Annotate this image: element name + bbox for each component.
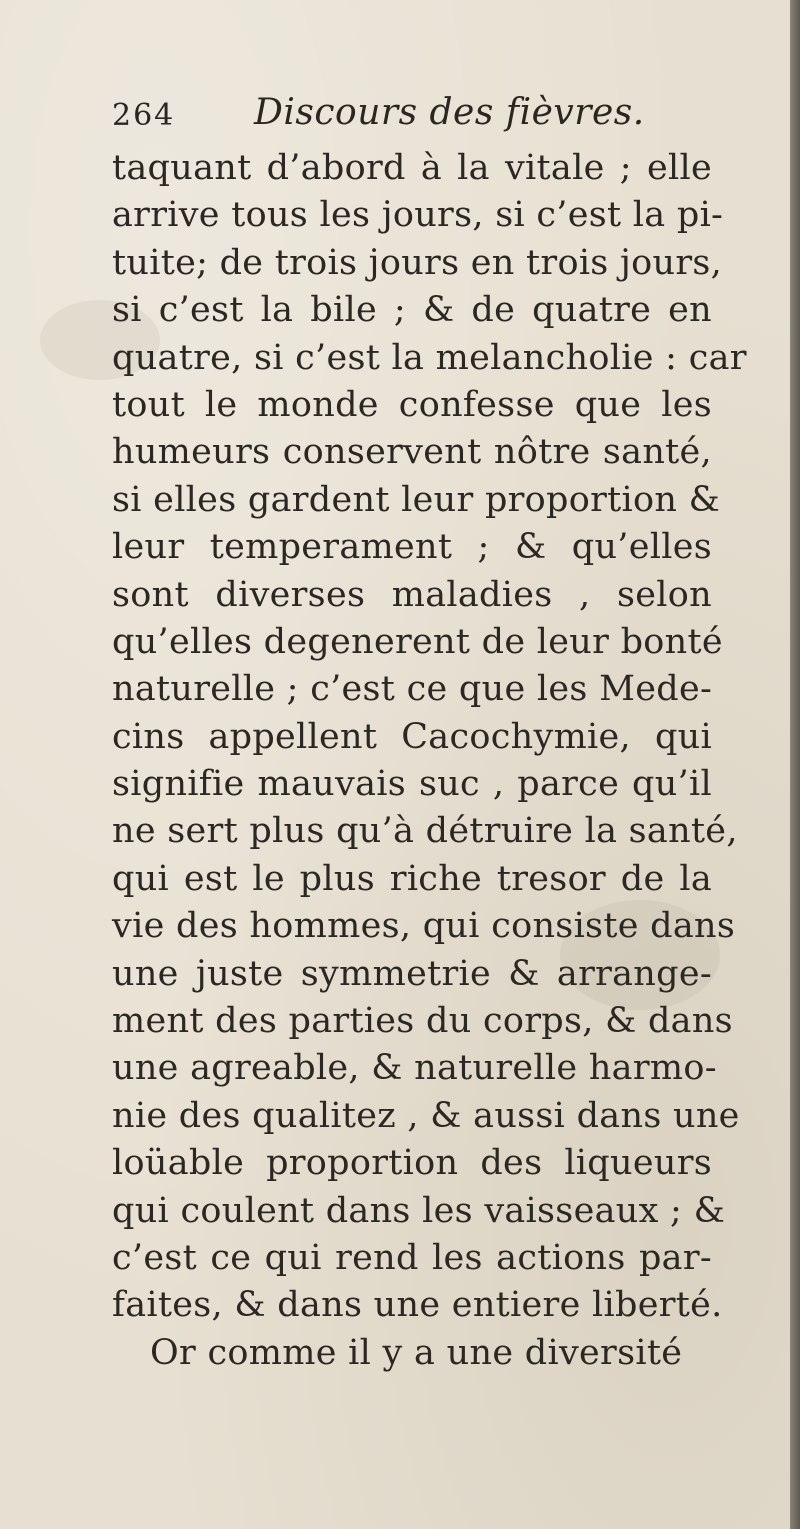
text-line: si elles gardent leur proportion & bbox=[112, 479, 721, 520]
text-line: cins appellent Cacochymie, qui bbox=[112, 716, 712, 757]
text-line: nie des qualitez , & aussi dans une bbox=[112, 1095, 740, 1136]
text-line: arrive tous les jours, si c’est la pi- bbox=[112, 195, 724, 236]
text-line: vie des hommes, qui consiste dans bbox=[112, 906, 736, 947]
text-line: ment des parties du corps, & dans bbox=[112, 1001, 733, 1042]
text-line: faites, & dans une entiere liberté. bbox=[112, 1285, 723, 1326]
page-number: 264 bbox=[112, 98, 176, 133]
text-line: une juste symmetrie & arrange- bbox=[112, 953, 712, 994]
text-line: quatre, si c’est la melancholie : car bbox=[112, 337, 747, 378]
text-line: si c’est la bile ; & de quatre en bbox=[112, 290, 712, 331]
page-header bbox=[112, 92, 672, 142]
text-line: ne sert plus qu’à détruire la santé, bbox=[112, 811, 738, 852]
text-line: humeurs conservent nôtre santé, bbox=[112, 432, 712, 473]
text-line: naturelle ; c’est ce que les Mede- bbox=[112, 669, 713, 710]
text-line: signifie mauvais suc , parce qu’il bbox=[112, 764, 712, 805]
body-text bbox=[112, 145, 747, 1377]
text-line: Or comme il y a une diversité bbox=[150, 1332, 683, 1373]
text-line: qu’elles degenerent de leur bonté bbox=[112, 621, 723, 662]
running-title: Discours des fièvres. bbox=[254, 92, 645, 133]
text-line: qui coulent dans les vaisseaux ; & bbox=[112, 1190, 726, 1231]
text-line: loüable proportion des liqueurs bbox=[112, 1143, 712, 1184]
page-edge bbox=[790, 0, 800, 1529]
text-line: sont diverses maladies , selon bbox=[112, 574, 712, 615]
text-line: leur temperament ; & qu’elles bbox=[112, 527, 712, 568]
text-line: qui est le plus riche tresor de la bbox=[112, 858, 712, 899]
text-line: une agreable, & naturelle harmo- bbox=[112, 1048, 717, 1089]
text-line: tout le monde confesse que les bbox=[112, 384, 712, 425]
text-line: tuite; de trois jours en trois jours, bbox=[112, 242, 723, 283]
text-line: c’est ce qui rend les actions par- bbox=[112, 1237, 712, 1278]
text-line: taquant d’abord à la vitale ; elle bbox=[112, 148, 712, 188]
